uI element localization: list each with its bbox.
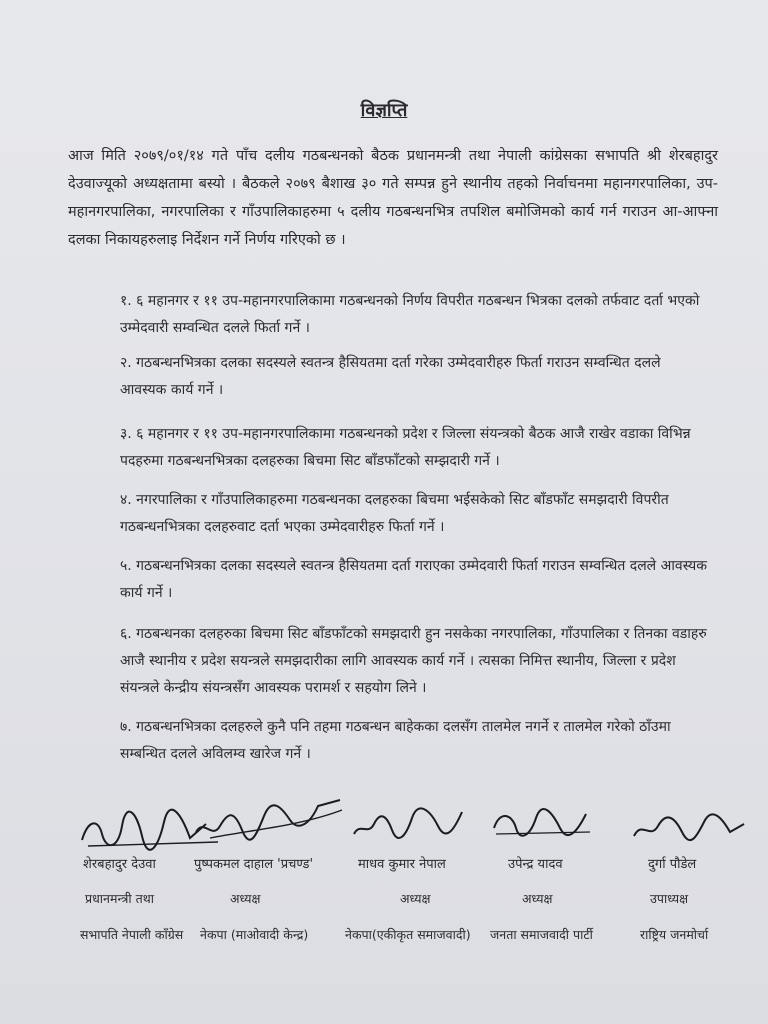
signatory-role: अध्यक्ष: [400, 891, 431, 906]
signature-prachanda: [190, 790, 350, 850]
signatory-role: उपाध्यक्ष: [650, 891, 689, 906]
notice-point-2: २. गठबन्धनभित्रका दलका सदस्यले स्वतन्त्र हैसियतमा दर्ता गरेका उम्मेदवारीहरु फिर्ता गराउन सम्वन्धित दलले आवस्यक कार्य गर्ने ।: [120, 355, 661, 398]
signatory-name: पुष्पकमल दाहाल 'प्रचण्ड': [194, 857, 314, 872]
notice-point-6: ६. गठबन्धनका दलहरुका बिचमा सिट बाँडफाँटको समझदारी हुन नसकेका नगरपालिका, गाँउपालिका र तिनका वडाहरु आजै स्थानीय र प्रदेश सयन्त्रले समझदारीका लागि आवस्यक कार्य गर्ने । त्यसका निमित्त स्थानीय, जिल्ला र प्रदेश संयन्त्रले केन्द्रीय संयन्त्रसँग आवस्यक परामर्श र सहयोग लिने ।: [120, 626, 707, 696]
signatory-name: माधव कुमार नेपाल: [358, 857, 446, 872]
notice-point-3: ३. ६ महानगर र ११ उप-महानगरपालिकामा गठबन्धनको प्रदेश र जिल्ला संयन्त्रको बैठक आजै राखेर वडाका विभिन्न पदहरुमा गठबन्धनभित्रका दलहरुका बिचमा सिट बाँडफाँटको सम्झदारी गर्ने ।: [120, 426, 691, 469]
notice-point-4: ४. नगरपालिका र गाँउपालिकाहरुमा गठबन्धनका दलहरुका बिचमा भईसकेको सिट बाँडफाँट समझदारी विपरीत गठबन्धनभित्रका दलहरुवाट दर्ता भएका उम्मेदवारीहरु फिर्ता गर्ने ।: [120, 492, 669, 535]
signature-upendra: [490, 800, 600, 844]
signatory-org: नेकपा(एकीकृत समाजवादी): [345, 927, 471, 942]
signatory-org: जनता समाजवादी पार्टी: [490, 927, 593, 942]
signatory-role: अध्यक्ष: [230, 891, 261, 906]
notice-intro: आज मिति २०७९/०१/१४ गते पाँच दलीय गठबन्धनको बैठक प्रधानमन्त्री तथा नेपाली कांग्रेसका सभापति श्री शेरबहादुर देउवाज्यूको अध्यक्षतामा बस्यो । बैठकले २०७९ बैशाख ३० गते सम्पन्न हुने स्थानीय तहको निर्वाचनमा महानगरपालिका, उप-महानगरपालिका, नगरपालिका र गाँउपालिकाहरुमा ५ दलीय गठबन्धनभित्र तपशिल बमोजिमको कार्य गर्न गराउन आ-आफ्ना दलका निकायहरुलाइ निर्देशन गर्ने निर्णय गरिएको छ ।: [68, 148, 718, 248]
signatory-name: शेरबहादुर देउवा: [83, 857, 156, 872]
notice-point-1: १. ६ महानगर र ११ उप-महानगरपालिकामा गठबन्धनको निर्णय विपरीत गठबन्धन भित्रका दलको तर्फवाट दर्ता भएको उम्मेदवारी सम्वन्धित दलले फिर्ता गर्ने ।: [120, 293, 700, 336]
signatory-name: दुर्गा पौडेल: [648, 857, 697, 872]
signatory-role: अध्यक्ष: [522, 891, 553, 906]
notice-point-7: ७. गठबन्धनभित्रका दलहरुले कुनै पनि तहमा गठबन्धन बाहेकका दलसँग तालमेल नगर्ने र तालमेल गरेको ठाँउमा सम्बन्धित दलले अविलम्व खारेज गर्ने ।: [120, 719, 671, 762]
signature-madhav: [350, 800, 480, 850]
notice-point-5: ५. गठबन्धनभित्रका दलका सदस्यले स्वतन्त्र हैसियतमा दर्ता गराएका उम्मेदवारी फिर्ता गराउन सम्वन्धित दलले आवस्यक कार्य गर्ने ।: [120, 558, 708, 601]
notice-title: विज्ञप्ति: [360, 100, 408, 121]
signatory-org: नेकपा (माओवादी केन्द्र): [200, 927, 309, 942]
signatory-role: प्रधानमन्त्री तथा: [85, 891, 154, 906]
signatory-org: राष्ट्रिय जनमोर्चा: [640, 927, 709, 942]
signatory-org: सभापति नेपाली काँग्रेस: [80, 927, 184, 942]
signature-durga: [630, 806, 750, 850]
signatory-name: उपेन्द्र यादव: [508, 857, 563, 872]
